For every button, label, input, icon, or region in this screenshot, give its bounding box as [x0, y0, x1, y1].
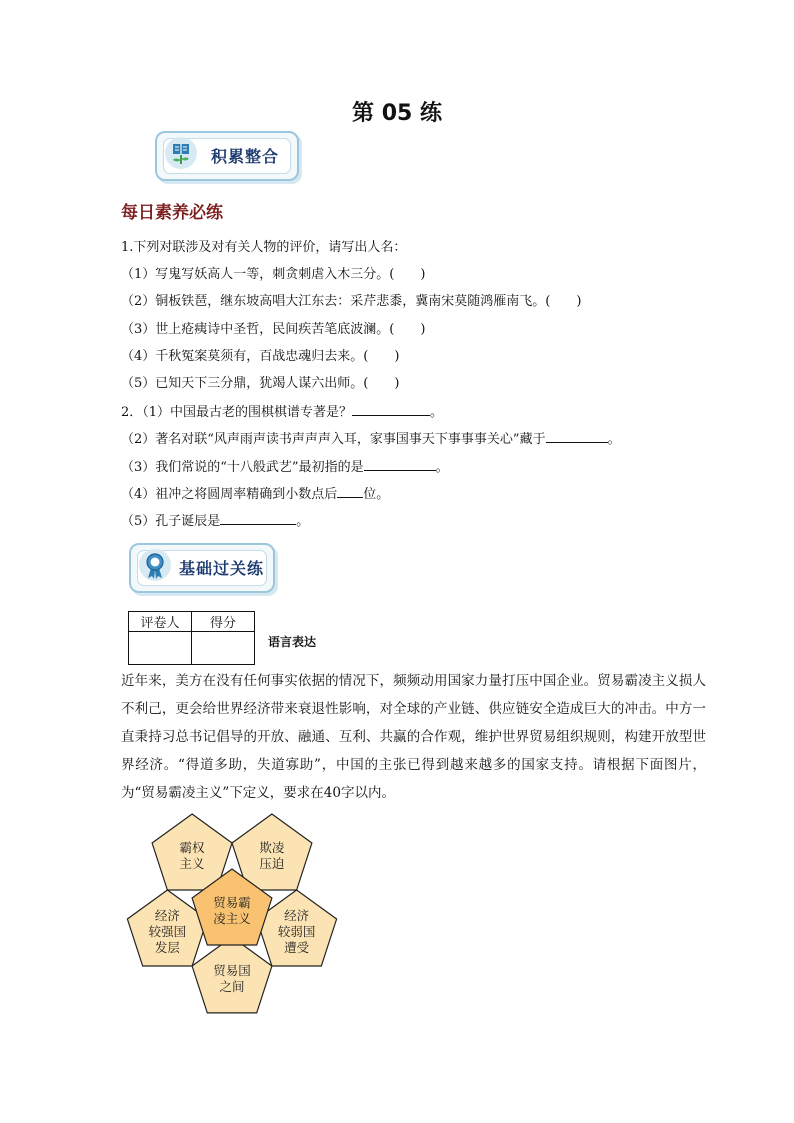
answer-blank[interactable] — [220, 510, 296, 525]
question-2-item — [121, 510, 309, 532]
diagram-petal-label: 欺凌压迫 — [259, 840, 285, 872]
question-text: （3）我们常说的“十八般武艺”最初指的是 — [121, 460, 364, 475]
answer-blank[interactable] — [337, 483, 363, 498]
question-text: （2）著名对联“风声雨声读书声声声入耳，家事国事天下事事事关心”藏于 — [121, 432, 546, 447]
question-text: （5）孔子诞辰是 — [121, 514, 221, 529]
medal-icon — [139, 549, 171, 581]
page-title: 第 05 练 — [352, 101, 442, 126]
diagram-petal-label: 贸易国之间 — [213, 962, 251, 994]
badge-label: 基础过关练 — [179, 559, 265, 578]
answer-blank[interactable] — [364, 456, 436, 471]
question-text: （4）祖冲之将圆周率精确到小数点后 — [121, 487, 338, 502]
answer-blank[interactable] — [352, 401, 430, 416]
question-1-item: （5）已知天下三分鼎，犹竭人谋六出师。( ) — [121, 376, 400, 391]
section-heading: 每日素养必练 — [121, 203, 223, 223]
section-badge-accumulate — [155, 131, 299, 181]
question-1-item: （2）铜板铁琶，继东坡高唱大江东去：采芹悲黍，冀南宋莫随鸿雁南飞。( ) — [121, 294, 582, 309]
question-paragraph: 近年来，美方在没有任何事实依据的情况下，频频动用国家力量打压中国企业。贸易霸凌主义损人不利己，更会给世界经济带来衰退性影响，对全球的产业链、供应链安全造成巨大的冲击。中方一直秉持习总书记倡导的开放、融通、互利、共赢的合作观，维护世界贸易组织规则，构建开放型世界经济。“得道多助，失道寡助”，中国的主张已得到越来越多的国家支持。请根据下面图片，为“贸易霸凌主义”下定义，要求在40字以内。 — [121, 673, 706, 801]
question-text: 。 — [607, 432, 621, 447]
question-2-item — [121, 483, 389, 505]
score-table-cell[interactable] — [129, 632, 192, 665]
question-1-item: （1）写鬼写妖高人一等，刺贪刺虐入木三分。( ) — [121, 267, 426, 282]
question-1-item: （3）世上疮痍诗中圣哲，民间疾苦笔底波澜。( ) — [121, 322, 426, 337]
question-1-stem: 1.下列对联涉及对有关人物的评价，请写出人名： — [121, 240, 407, 255]
concept-diagram — [115, 805, 355, 1020]
answer-blank[interactable] — [546, 428, 608, 443]
question-1-item: （4）千秋冤案莫须有，百战忠魂归去来。( ) — [121, 349, 400, 364]
question-2-item — [121, 428, 621, 450]
book-plant-icon — [165, 137, 197, 169]
score-table-header: 评卷人 — [129, 612, 192, 632]
diagram-petal-label: 霸权主义 — [179, 840, 205, 872]
diagram-petal-label: 经济较弱国遭受 — [277, 908, 316, 955]
question-2-item — [121, 401, 443, 423]
diagram-petal-label: 经济较强国发层 — [148, 908, 187, 955]
question-text: 。 — [296, 514, 310, 529]
score-table-cell[interactable] — [192, 632, 255, 665]
diagram-center-label: 贸易霸凌主义 — [213, 895, 251, 926]
question-type-label: 语言表达 — [268, 635, 317, 649]
question-text: 2．（1）中国最古老的围棋棋谱专著是？ — [121, 405, 353, 420]
badge-label: 积累整合 — [211, 147, 280, 166]
score-table-header: 得分 — [192, 612, 255, 632]
score-table — [128, 611, 255, 665]
question-text: 位。 — [363, 487, 390, 502]
question-text: 。 — [435, 460, 449, 475]
section-badge-basic — [129, 543, 275, 593]
question-2-item — [121, 456, 449, 478]
question-text: 。 — [430, 405, 444, 420]
